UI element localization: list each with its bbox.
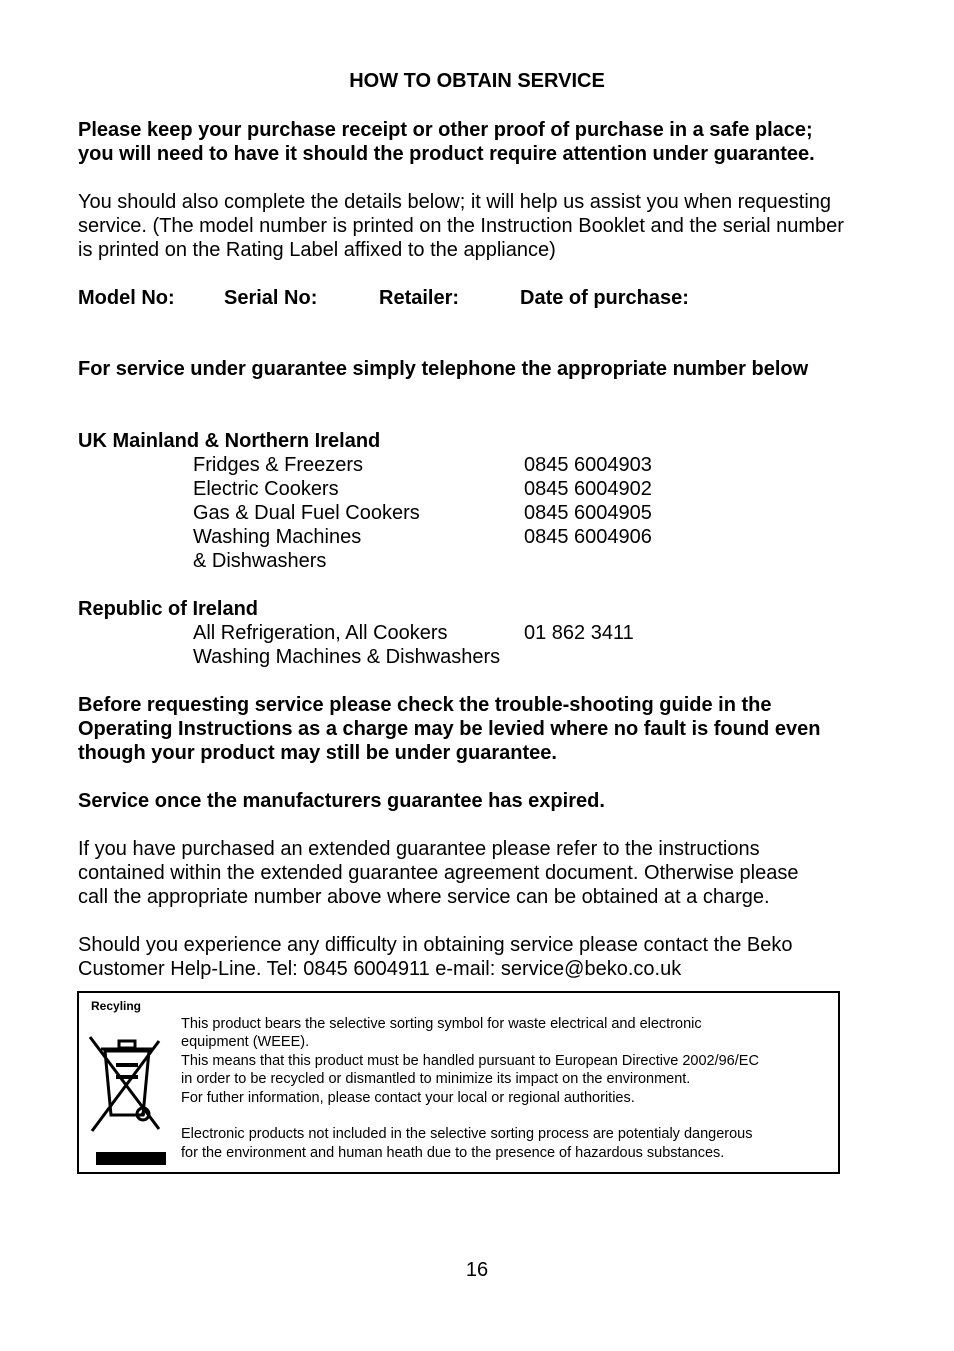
extended-line-3: call the appropriate number above where service can be obtained at a charge.: [78, 886, 770, 908]
recycling-line-4: in order to be recycled or dismantled to minimize its impact on the environment.: [181, 1071, 691, 1088]
roi-number-1: 01 862 3411: [524, 622, 634, 644]
recycling-box: [77, 991, 840, 1174]
details-line-3: is printed on the Rating Label affixed to the appliance): [78, 239, 556, 261]
recycling-line-7: for the environment and human heath due to the presence of hazardous substances.: [181, 1144, 725, 1161]
intro-line-1: Please keep your purchase receipt or other proof of purchase in a safe place;: [78, 119, 813, 141]
uk-product-4: Washing Machines: [193, 526, 362, 548]
service-intro: For service under guarantee simply telephone the appropriate number below: [78, 358, 809, 380]
extended-line-2: contained within the extended guarantee agreement document. Otherwise please: [78, 862, 799, 884]
helpline-line-1: Should you experience any difficulty in obtaining service please contact the Beko: [78, 934, 793, 956]
recycling-line-1: This product bears the selective sorting symbol for waste electrical and electronic: [181, 1016, 702, 1032]
roi-heading: Republic of Ireland: [78, 598, 259, 620]
details-line-2: service. (The model number is printed on the Instruction Booklet and the serial number: [78, 215, 844, 237]
before-line-1: Before requesting service please check the trouble-shooting guide in the: [78, 694, 772, 716]
uk-product-2: Electric Cookers: [193, 478, 339, 500]
field-retailer: Retailer:: [379, 287, 460, 309]
field-model: Model No:: [78, 287, 175, 309]
uk-number-4: 0845 6004906: [524, 526, 652, 548]
intro-line-2: you will need to have it should the product require attention under guarantee.: [78, 143, 815, 165]
recycling-line-3: This means that this product must be handled pursuant to European Directive 2002/96/EC: [181, 1052, 759, 1069]
uk-number-2: 0845 6004902: [524, 478, 652, 500]
uk-number-1: 0845 6004903: [524, 454, 652, 476]
roi-product-1: All Refrigeration, All Cookers: [193, 622, 448, 644]
roi-product-2: Washing Machines & Dishwashers: [193, 646, 501, 668]
page-title: HOW TO OBTAIN SERVICE: [349, 70, 605, 92]
recycling-line-5: For futher information, please contact your local or regional authorities.: [181, 1089, 635, 1106]
details-line-1: You should also complete the details below; it will help us assist you when requesting: [78, 191, 832, 213]
recycling-line-2: equipment (WEEE).: [181, 1034, 310, 1051]
before-line-2: Operating Instructions as a charge may be levied where no fault is found even: [78, 718, 821, 740]
recycling-title: Recyling: [91, 999, 142, 1013]
field-serial: Serial No:: [224, 287, 318, 309]
weee-crossed-bin-icon: [87, 1031, 167, 1167]
uk-product-5: & Dishwashers: [193, 550, 327, 572]
uk-heading: UK Mainland & Northern Ireland: [78, 430, 381, 452]
page-number: 16: [465, 1259, 489, 1281]
helpline-line-2: Customer Help-Line. Tel: 0845 6004911 e-mail: service@beko.co.uk: [78, 958, 682, 980]
extended-line-1: If you have purchased an extended guarantee please refer to the instructions: [78, 838, 760, 860]
uk-product-1: Fridges & Freezers: [193, 454, 364, 476]
field-date: Date of purchase:: [520, 287, 689, 309]
expired-heading: Service once the manufacturers guarantee has expired.: [78, 790, 605, 812]
uk-product-3: Gas & Dual Fuel Cookers: [193, 502, 420, 524]
uk-number-3: 0845 6004905: [524, 502, 652, 524]
before-line-3: though your product may still be under guarantee.: [78, 742, 557, 764]
recycling-line-6: Electronic products not included in the selective sorting process are potentialy dangerous: [181, 1126, 753, 1143]
